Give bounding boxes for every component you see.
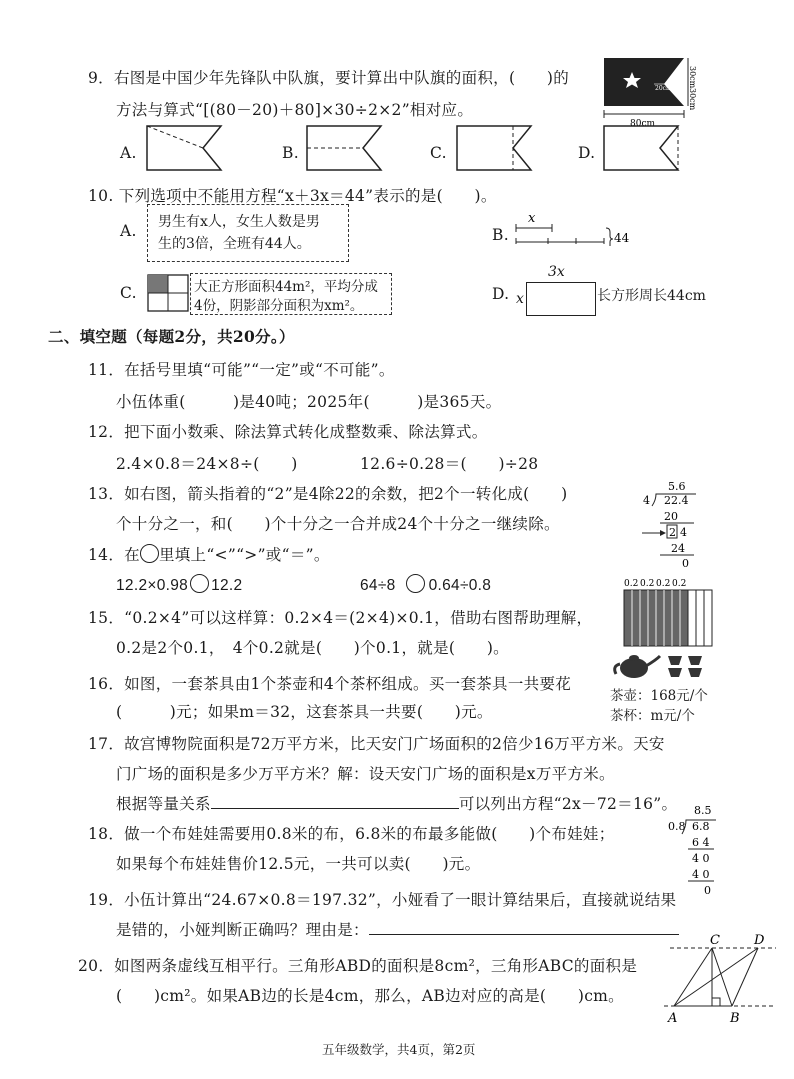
q14-line1a: 14．在 bbox=[88, 546, 140, 564]
q14-line1 bbox=[88, 543, 330, 565]
q11-line2: 小伍体重( )是40吨；2025年( )是365天。 bbox=[116, 393, 502, 411]
q17-line3b: 可以列出方程“2x－72＝16”。 bbox=[458, 795, 678, 813]
compare-circle-a[interactable] bbox=[190, 574, 209, 593]
q18-r2: 4 0 bbox=[692, 852, 710, 865]
q9-option-b-figure bbox=[305, 124, 385, 174]
q9-line1: 9．右图是中国少年先锋队中队旗，要计算出中队旗的面积，( )的 bbox=[88, 69, 570, 87]
q9-option-d-figure bbox=[602, 124, 682, 174]
q20-line1: 20．如图两条虚线互相平行。三角形ABD的面积是8cm²，三角形ABC的面积是 bbox=[78, 957, 638, 975]
q19-reason-blank[interactable] bbox=[369, 920, 679, 935]
q18-r3: 4 0 bbox=[692, 868, 710, 881]
q14-a-left: 12.2×0.98 bbox=[116, 577, 189, 594]
q18-line1: 18．做一个布娃娃需要用0.8米的布，6.8米的布最多能做( )个布娃娃； bbox=[88, 825, 615, 843]
q14-b-right: 0.64÷0.8 bbox=[428, 577, 492, 594]
q13-r4: 0 bbox=[682, 557, 689, 570]
flag-label-h1: 30cm bbox=[688, 66, 697, 89]
q13-r2b: 4 bbox=[680, 526, 687, 539]
q20-point-d: D bbox=[754, 933, 765, 948]
q12-line1: 12．把下面小数乘、除法算式转化成整数乘、除法算式。 bbox=[88, 423, 488, 441]
q13-line2: 个十分之一，和( )个十分之一合并成24个十分之一继续除。 bbox=[116, 515, 560, 533]
teacups-icon bbox=[664, 652, 714, 682]
q19-line2-text: 是错的，小娅判断正确吗？理由是： bbox=[116, 921, 369, 939]
q19-line2 bbox=[116, 918, 679, 940]
q18-r4: 0 bbox=[704, 884, 711, 897]
q11-line1: 11．在括号里填“可能”“一定”或“不可能”。 bbox=[88, 361, 395, 379]
q17-line1: 17．故宫博物院面积是72万平方米，比天安门广场面积的2倍少16万平方米。天安 bbox=[88, 735, 665, 753]
q13-line1: 13．如右图，箭头指着的“2”是4除22的余数，把2个一转化成( ) bbox=[88, 485, 568, 503]
flag-label-h2: 30cm bbox=[688, 88, 697, 111]
q10-d-rectangle bbox=[526, 282, 596, 316]
q19-line1: 19．小伍计算出“24.67×0.8＝197.32”，小娅看了一眼计算结果后，直接就说结果 bbox=[88, 891, 677, 909]
circle-icon bbox=[140, 544, 159, 563]
q10-option-b[interactable]: B. bbox=[492, 226, 509, 244]
q18-line2: 如果每个布娃娃售价12.5元，一共可以卖( )元。 bbox=[116, 855, 481, 873]
q15-strip-figure bbox=[624, 578, 714, 648]
q18-long-division bbox=[668, 804, 718, 896]
q10-option-a[interactable]: A. bbox=[120, 222, 137, 240]
q15-fig-label-4: 0.2 bbox=[672, 579, 687, 589]
q9-option-c[interactable]: C. bbox=[430, 144, 447, 162]
q20-point-b: B bbox=[730, 1011, 740, 1026]
q9-option-b[interactable]: B. bbox=[282, 144, 299, 162]
q10-b-x-label: x bbox=[528, 211, 536, 226]
q15-line2: 0.2是2个0.1， 4个0.2就是( )个0.1，就是( )。 bbox=[116, 639, 509, 657]
flag-label-notch: 20cm bbox=[655, 85, 672, 92]
q9-line2: 方法与算式“[(80－20)＋80]×30÷2×2”相对应。 bbox=[116, 101, 474, 119]
q10-d-text: 长方形周长44cm bbox=[597, 288, 706, 304]
compare-circle-b[interactable] bbox=[406, 574, 425, 593]
q10-a-line1: 男生有x人，女生人数是男 bbox=[158, 214, 320, 230]
q20-triangle-figure bbox=[660, 930, 780, 1026]
q18-dividend: 6.8 bbox=[692, 820, 710, 833]
q10-option-c[interactable]: C. bbox=[120, 284, 137, 302]
q13-long-division bbox=[640, 480, 700, 570]
q15-line1: 15．“0.2×4”可以这样算：0.2×4＝(2×4)×0.1，借助右图帮助理解， bbox=[88, 609, 593, 627]
q15-fig-label-2: 0.2 bbox=[640, 579, 655, 589]
q10-a-line2: 生的3倍，全班有44人。 bbox=[158, 236, 311, 252]
q10-b-total: 44 bbox=[614, 231, 630, 245]
q12-b: 12.6÷0.28＝( )÷28 bbox=[360, 455, 539, 473]
q13-r2a: 2 bbox=[669, 526, 676, 539]
teacup-price: 茶杯：m元/个 bbox=[610, 708, 695, 724]
q13-r3: 24 bbox=[671, 542, 685, 555]
q15-fig-label-3: 0.2 bbox=[656, 579, 671, 589]
q9-option-c-figure bbox=[455, 124, 535, 174]
q20-point-a: A bbox=[668, 1011, 678, 1026]
q18-divisor: 0.8 bbox=[668, 820, 686, 833]
q20-point-c: C bbox=[710, 933, 720, 948]
q10-c-line1: 大正方形面积44m²，平均分成 bbox=[194, 279, 378, 295]
q18-quotient: 8.5 bbox=[694, 804, 712, 817]
q16-line2: ( )元；如果m＝32，这套茶具一共要( )元。 bbox=[116, 703, 493, 721]
q13-r1: 20 bbox=[664, 510, 678, 523]
q10-d-left-label: x bbox=[516, 291, 524, 307]
q15-fig-label-1: 0.2 bbox=[624, 579, 639, 589]
section-fill-blank-title: 二、填空题（每题2分，共20分。） bbox=[48, 327, 295, 346]
q20-line2: ( )cm²。如果AB边的长是4cm，那么，AB边对应的高是( )cm。 bbox=[116, 987, 624, 1005]
q9-option-d[interactable]: D. bbox=[578, 144, 596, 162]
flag-label-width: 80cm bbox=[630, 119, 656, 129]
q10-c-line2: 4份，阴影部分面积为xm²。 bbox=[194, 298, 364, 314]
q13-quotient: 5.6 bbox=[668, 480, 686, 493]
q17-line2: 门广场的面积是多少万平方米？解：设天安门广场的面积是x万平方米。 bbox=[116, 765, 615, 783]
q10-stem: 10. 下列选项中不能用方程“x＋3x＝44”表示的是( )。 bbox=[88, 187, 497, 205]
q9-option-a-figure bbox=[145, 124, 225, 174]
q14-b-left: 64÷8 bbox=[360, 577, 396, 594]
q18-r1: 6 4 bbox=[692, 836, 710, 849]
teapot-price: 茶壶：168元/个 bbox=[610, 688, 708, 704]
squadron-flag-figure bbox=[600, 56, 710, 128]
q17-line3a: 根据等量关系 bbox=[116, 795, 211, 813]
q14-line1b: 里填上“<”“>”或“＝”。 bbox=[158, 546, 330, 564]
q14-a bbox=[116, 574, 242, 595]
q12-a: 2.4×0.8＝24×8÷( ) bbox=[116, 455, 298, 473]
q9-option-a[interactable]: A. bbox=[120, 144, 137, 162]
q10-option-b-figure bbox=[512, 210, 642, 250]
teapot-icon bbox=[612, 652, 662, 680]
q10-option-c-square bbox=[147, 274, 191, 314]
page-footer: 五年级数学，共4页，第2页 bbox=[322, 1042, 476, 1057]
q13-divisor: 4 bbox=[643, 494, 650, 507]
q16-line1: 16．如图，一套茶具由1个茶壶和4个茶杯组成。买一套茶具一共要花 bbox=[88, 675, 572, 693]
q13-dividend: 22.4 bbox=[664, 494, 689, 507]
q10-d-top-label: 3x bbox=[548, 264, 565, 280]
q17-answer-blank[interactable] bbox=[211, 794, 459, 809]
q14-a-right: 12.2 bbox=[211, 577, 243, 594]
q14-b bbox=[360, 574, 491, 595]
q17-line3 bbox=[116, 792, 677, 814]
q10-option-d[interactable]: D. bbox=[492, 285, 510, 303]
